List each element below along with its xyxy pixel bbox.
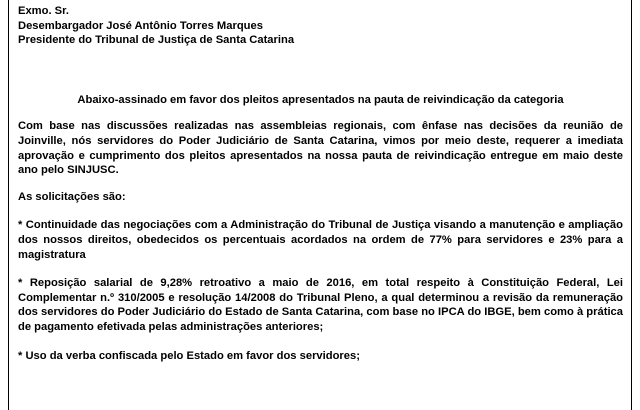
request-item: * Uso da verba confiscada pelo Estado em favor dos servidores;	[18, 349, 360, 362]
salutation: Exmo. Sr.	[18, 5, 69, 17]
requests-label: As solicitações são:	[18, 190, 126, 203]
request-item: * Continuidade das negociações com a Administração do Tribunal de Justiça visando a manutenção e ampliação dos nossos direitos, obedecidos os percentuais acordados na ordem de 77% para servidores e 23% para a magistratura	[18, 219, 623, 261]
intro-paragraph: Com base nas discussões realizadas nas assembleias regionais, com ênfase nas decisões da reunião de Joinville, nós servidores do Poder Judiciário de Santa Catarina, vimos por meio deste, requerer a imediata aprovação e cumprimento dos pleitos apresentados na nossa pauta de reivindicação entregue em maio deste ano pelo SINJUSC.	[18, 120, 623, 177]
addressee-name: Desembargador José Antônio Torres Marques	[18, 19, 263, 32]
addressee-title: Presidente do Tribunal de Justiça de Santa Catarina	[18, 34, 295, 47]
addressee-block	[18, 4, 623, 48]
document-page	[8, 0, 632, 410]
document-title: Abaixo-assinado em favor dos pleitos apresentados na pauta de reivindicação da categoria	[77, 93, 564, 106]
request-item: * Reposição salarial de 9,28% retroativo a maio de 2016, em total respeito à Constituição Federal, Lei Complementar n.º 310/2005 e resolução 14/2008 do Tribunal Pleno, a qual determinou a revisão da remuneração dos servidores do Poder Judiciário do Estado de Santa Catarina, com base no IPCA do IBGE, bem como à prática de pagamento efetivada pelas administrações anteriores;	[18, 277, 623, 333]
